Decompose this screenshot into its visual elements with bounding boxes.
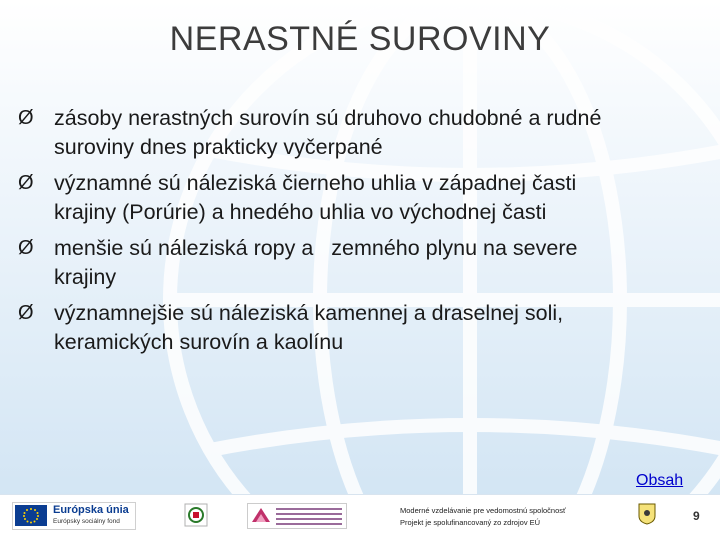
programme-mark-icon — [250, 506, 272, 524]
programme-text-lines — [276, 508, 342, 528]
footer-project-text: Moderné vzdelávanie pre vedomostnú spoločnosť Projekt je spolufinancovaný zo zdrojov EÚ — [400, 506, 566, 527]
contents-link[interactable]: Obsah — [636, 472, 684, 489]
bullet-text: zásoby nerastných surovín sú druhovo chudobné a rudné suroviny dnes prakticky vyčerpané — [54, 106, 602, 159]
bullet-list — [16, 104, 716, 364]
bullet-text: menšie sú náleziská ropy a zemného plynu na severe krajiny — [54, 236, 578, 289]
eu-flag-icon — [15, 505, 47, 526]
arrow-bullet-icon: Ø — [18, 107, 34, 129]
arrow-bullet-icon: Ø — [18, 237, 34, 259]
bullet-item — [16, 169, 716, 227]
slide-title: NERASTNÉ SUROVINY — [169, 20, 551, 58]
bullet-item — [16, 234, 716, 292]
bullet-text: významnejšie sú náleziská kamennej a draselnej soli, keramických surovín a kaolínu — [54, 301, 564, 354]
bullet-item — [16, 104, 716, 162]
eu-title: Európska únia — [53, 504, 129, 516]
arrow-bullet-icon: Ø — [18, 172, 34, 194]
arrow-bullet-icon: Ø — [18, 302, 34, 324]
partner-logo-icon — [184, 503, 208, 527]
page-number: 9 — [693, 509, 700, 523]
bullet-text: významné sú náleziská čierneho uhlia v západnej časti krajiny (Porúrie) a hnedého uhlia vo východnej časti — [54, 171, 577, 224]
school-crest-icon — [638, 503, 656, 525]
eu-logo — [12, 502, 136, 530]
bullet-item — [16, 299, 716, 357]
operational-programme-logo — [247, 503, 347, 529]
eu-subtitle: Európsky sociálny fond — [53, 518, 120, 525]
